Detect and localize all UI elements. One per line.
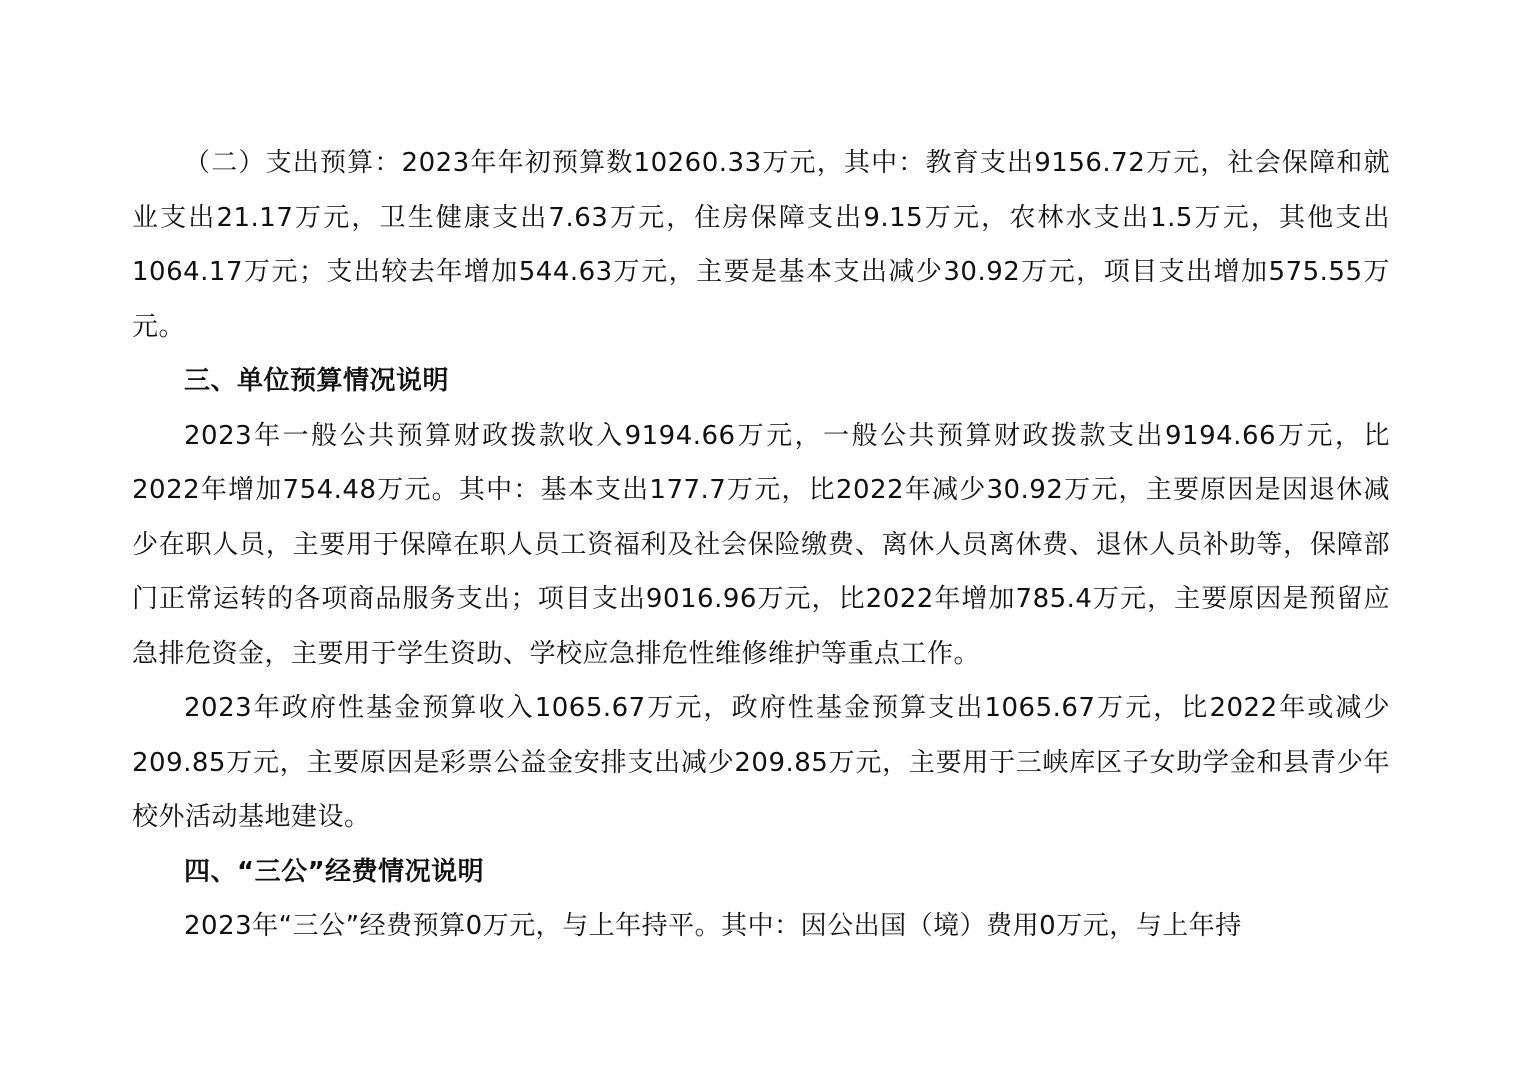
paragraph-three-public-expenses: 2023年“三公”经费预算0万元，与上年持平。其中：因公出国（境）费用0万元，与上年持 (184, 911, 1242, 941)
section-heading-unit-budget: 三、单位预算情况说明 (184, 366, 450, 396)
document-page (132, 136, 1390, 954)
paragraph-general-public-budget: 2023年一般公共预算财政拨款收入9194.66万元，一般公共预算财政拨款支出9194.66万元，比2022年增加754.48万元。其中：基本支出177.7万元，比2022年减少30.92万元，主要原因是因退休减少在职人员，主要用于保障在职人员工资福利及社会保险缴费、离休人员离休费、退休人员补助等，保障部门正常运转的各项商品服务支出；项目支出9016.96万元，比2022年增加785.4万元，主要原因是预留应急排危资金，主要用于学生资助、学校应急排危性维修维护等重点工作。 (132, 420, 1390, 669)
section-heading-three-public-expenses: 四、“三公”经费情况说明 (184, 856, 485, 887)
paragraph-government-fund-budget: 2023年政府性基金预算收入1065.67万元，政府性基金预算支出1065.67万元，比2022年或减少209.85万元，主要原因是彩票公益金安排支出减少209.85万元，主要用于三峡库区子女助学金和县青少年校外活动基地建设。 (132, 693, 1390, 832)
paragraph-expenditure-budget: （二）支出预算：2023年年初预算数10260.33万元，其中：教育支出9156.72万元，社会保障和就业支出21.17万元，卫生健康支出7.63万元，住房保障支出9.15万元，农林水支出1.5万元，其他支出1064.17万元；支出较去年增加544.63万元，主要是基本支出减少30.92万元，项目支出增加575.55万元。 (132, 148, 1390, 342)
